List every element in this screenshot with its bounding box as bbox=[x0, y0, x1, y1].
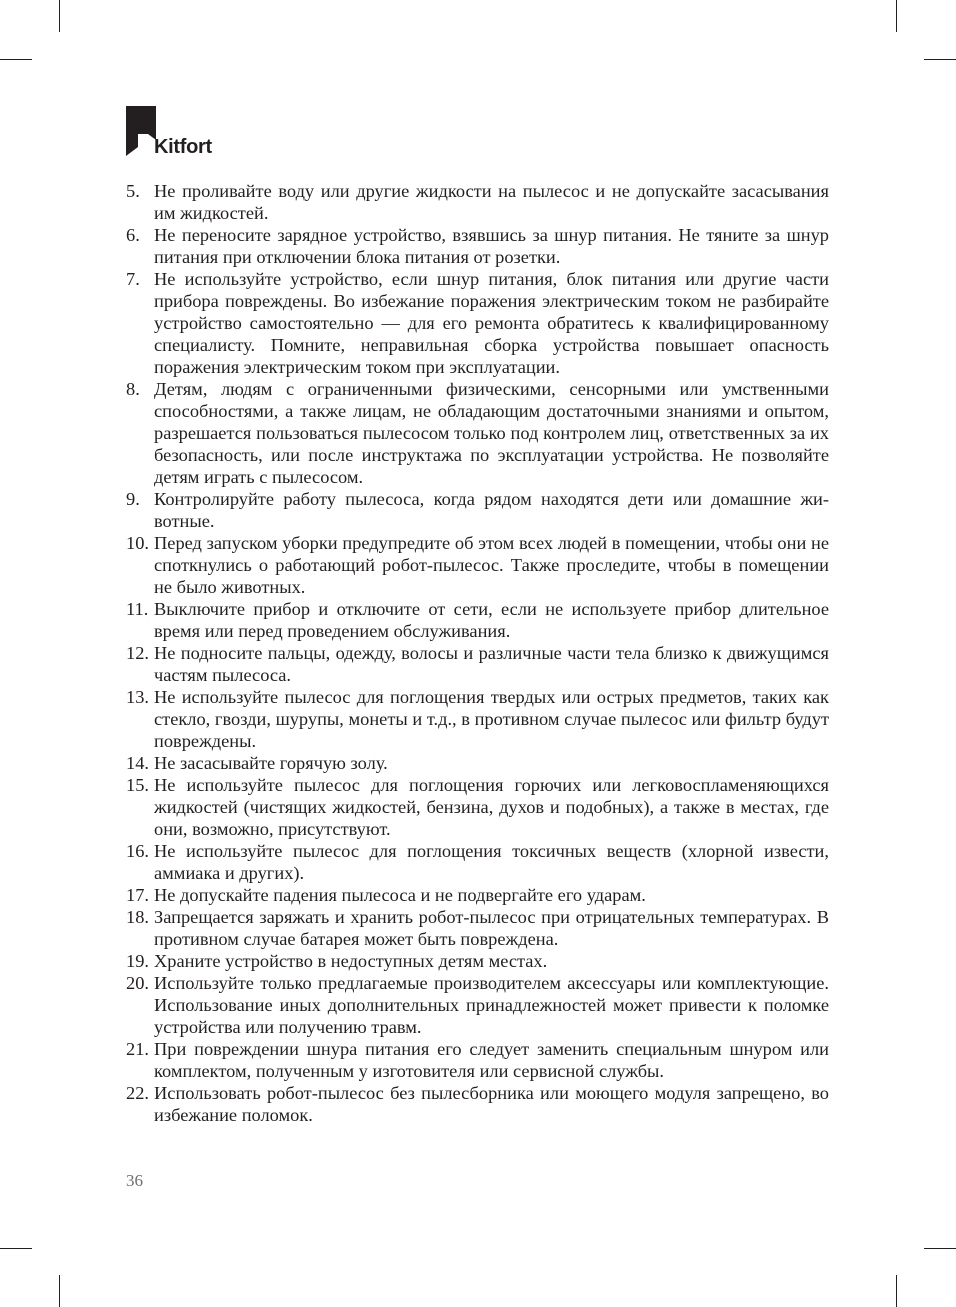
item-number: 16. bbox=[126, 841, 149, 861]
list-item bbox=[126, 840, 829, 884]
item-number: 8. bbox=[126, 379, 140, 399]
item-text: Не используйте пылесос для поглощения токсичных веществ (хлорной извести, аммиака и других). bbox=[154, 841, 829, 883]
item-text: Выключите прибор и отключите от сети, если не используете прибор длительное время или перед проведением обслуживания. bbox=[154, 599, 829, 641]
item-number: 18. bbox=[126, 907, 149, 927]
item-text: Перед запуском уборки предупредите об этом всех людей в помещении, чтобы они не споткнулись о работающий робот-пылесос. Также проследите, чтобы в помещении не было животных. bbox=[154, 533, 829, 597]
item-number: 11. bbox=[126, 599, 149, 619]
crop-mark-bottom-right bbox=[896, 1275, 897, 1307]
item-text: Не используйте пылесос для поглощения твердых или острых предметов, таких как стекло, гвозди, шурупы, монеты и т.д., в противном случае пылесос или фильтр будут повреждены. bbox=[154, 687, 829, 751]
kitfort-logo-icon bbox=[126, 106, 156, 156]
list-item bbox=[126, 488, 829, 532]
list-item bbox=[126, 774, 829, 840]
item-text: Использовать робот-пылесос без пылесборника или моющего модуля запрещено, во избежание поломок. bbox=[154, 1083, 829, 1125]
item-text: Не засасывайте горячую золу. bbox=[154, 753, 388, 773]
list-item bbox=[126, 686, 829, 752]
list-item bbox=[126, 972, 829, 1038]
crop-mark-bottom-right-h bbox=[924, 1248, 956, 1249]
brand-name: Kitfort bbox=[154, 136, 212, 158]
list-item bbox=[126, 224, 829, 268]
item-text: Не допускайте падения пылесоса и не подвергайте его ударам. bbox=[154, 885, 646, 905]
list-item bbox=[126, 642, 829, 686]
list-item bbox=[126, 884, 829, 906]
item-number: 15. bbox=[126, 775, 149, 795]
item-number: 20. bbox=[126, 973, 149, 993]
list-item bbox=[126, 906, 829, 950]
item-text: Не подносите пальцы, одежду, волосы и различные части тела близко к движущимся частям пылесоса. bbox=[154, 643, 829, 685]
page-number: 36 bbox=[126, 1171, 143, 1190]
list-item bbox=[126, 180, 829, 224]
item-number: 19. bbox=[126, 951, 149, 971]
safety-instructions-list bbox=[126, 180, 829, 1126]
crop-mark-top-right bbox=[896, 0, 897, 32]
item-text: Не переносите зарядное устройство, взявшись за шнур питания. Не тяните за шнур питания при отключении блока питания от розетки. bbox=[154, 225, 829, 267]
list-item bbox=[126, 1082, 829, 1126]
list-item bbox=[126, 598, 829, 642]
item-number: 7. bbox=[126, 269, 140, 289]
crop-mark-bottom-left bbox=[59, 1275, 60, 1307]
list-item bbox=[126, 378, 829, 488]
list-item bbox=[126, 532, 829, 598]
item-number: 12. bbox=[126, 643, 149, 663]
item-text: Детям, людям с ограниченными физическими, сенсорными или умственными способностями, а также лицам, не обладающим достаточными знаниями и опытом, разрешается пользоваться пылесосом только под контролем лиц, ответственных за их безопасность, или после инструктажа по эксплуатации устройства. Не позволяйте детям играть с пылесосом. bbox=[154, 379, 829, 487]
item-text: Контролируйте работу пылесоса, когда рядом находятся дети или домашние животные. bbox=[154, 489, 829, 531]
item-number: 6. bbox=[126, 225, 140, 245]
item-number: 17. bbox=[126, 885, 149, 905]
item-text: Не используйте устройство, если шнур питания, блок питания или другие части прибора повреждены. Во избежание поражения электрическим током не разбирайте устройство самостоятельно — для его ремонта обратитесь к квалифицированному специалисту. Помните, неправильная сборка устройства повышает опасность поражения электрическим током при эксплуатации. bbox=[154, 269, 829, 377]
crop-mark-bottom-left-h bbox=[0, 1248, 32, 1249]
item-text: Запрещается заряжать и хранить робот-пылесос при отрицательных температурах. В противном случае батарея может быть повреждена. bbox=[154, 907, 829, 949]
item-number: 14. bbox=[126, 753, 149, 773]
item-text: Храните устройство в недоступных детям местах. bbox=[154, 951, 548, 971]
list-item bbox=[126, 268, 829, 378]
item-text: Используйте только предлагаемые производителем аксессуары или комплектующие. Использование иных дополнительных принадлежностей может привести к поломке устройства или получению травм. bbox=[154, 973, 829, 1037]
item-number: 21. bbox=[126, 1039, 149, 1059]
item-number: 22. bbox=[126, 1083, 149, 1103]
list-item bbox=[126, 752, 829, 774]
item-text: При повреждении шнура питания его следует заменить специальным шнуром или комплектом, полученным у изготовителя или сервисной службы. bbox=[154, 1039, 829, 1081]
item-number: 5. bbox=[126, 181, 140, 201]
item-text: Не используйте пылесос для поглощения горючих или легковоспламеняющихся жидкостей (чистящих жидкостей, бензина, духов и подобных), а также в местах, где они, возможно, присутствуют. bbox=[154, 775, 829, 839]
crop-mark-top-left-h bbox=[0, 59, 32, 60]
crop-mark-top-left bbox=[59, 0, 60, 32]
item-number: 13. bbox=[126, 687, 149, 707]
list-item bbox=[126, 950, 829, 972]
item-text: Не проливайте воду или другие жидкости на пылесос и не допускайте засасывания им жидкостей. bbox=[154, 181, 829, 223]
brand-logo bbox=[126, 106, 236, 160]
crop-mark-top-right-h bbox=[924, 59, 956, 60]
list-item bbox=[126, 1038, 829, 1082]
item-number: 9. bbox=[126, 489, 140, 509]
item-number: 10. bbox=[126, 533, 149, 553]
